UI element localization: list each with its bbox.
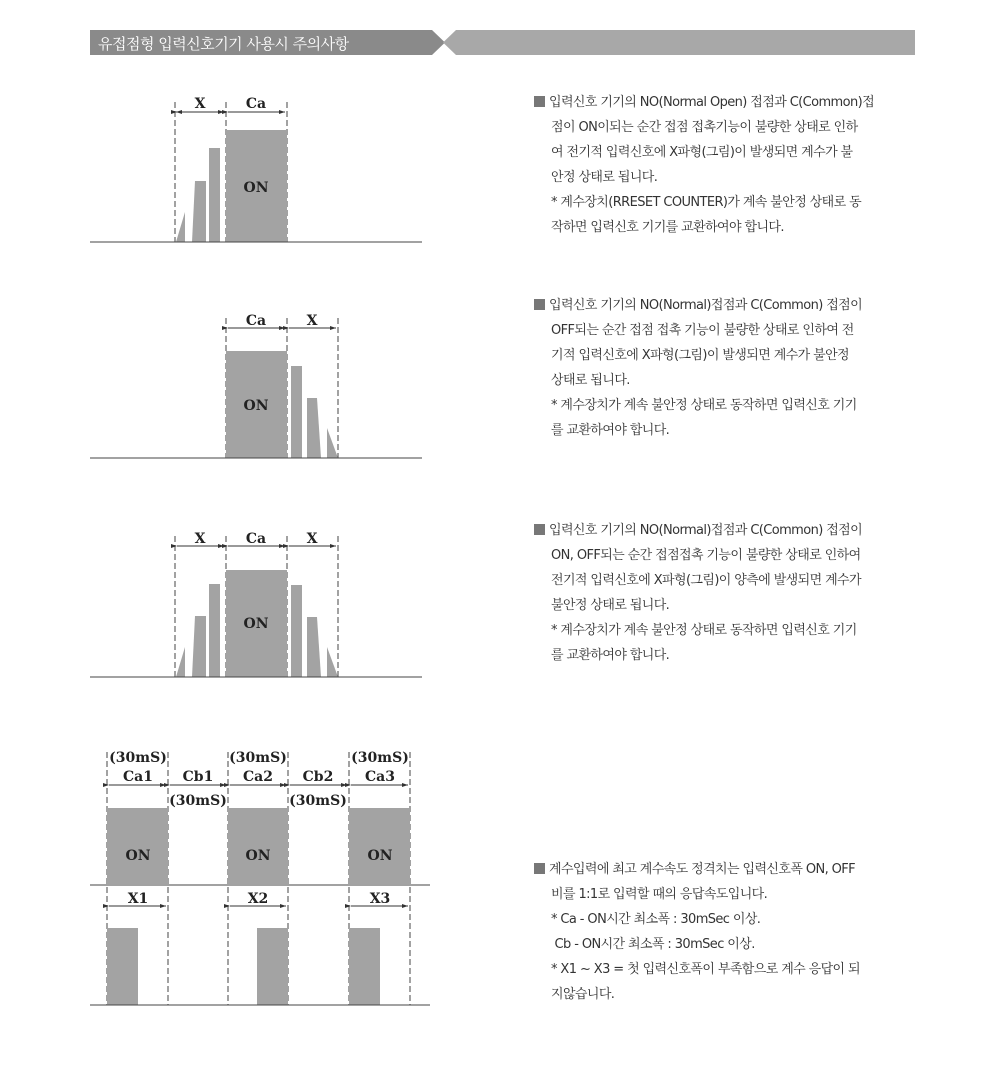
note-line: 를 교환하여야 합니다. [551,423,670,438]
label-30ms: (30mS) [109,750,167,766]
label-30ms: (30mS) [289,793,347,809]
note-line: Cb - ON시간 최소폭 : 30mSec 이상. [551,937,755,952]
note-line: * Ca - ON시간 최소폭 : 30mSec 이상. [551,912,761,927]
label-ca3: Ca3 [365,769,395,785]
note-line: 여 전기적 입력신호에 X파형(그림)이 발생되면 계수가 불 [551,145,853,160]
note-line: 지않습니다. [551,987,615,1002]
note-timing [534,857,924,1007]
note-on-bounce [534,90,924,240]
section-title: 유접점형 입력신호기기 사용시 주의사항 [98,35,349,53]
note-line: 상태로 됩니다. [551,373,630,388]
label-x: X [306,531,318,547]
label-x: X [306,313,318,329]
label-x3: X3 [369,891,391,907]
label-30ms: (30mS) [351,750,409,766]
label-30ms: (30mS) [169,793,227,809]
note-line: 입력신호 기기의 NO(Normal)접점과 C(Common) 접점이 [549,523,863,538]
note-line: 를 교환하여야 합니다. [551,648,670,663]
note-line: 비를 1:1로 입력할 때의 응답속도입니다. [551,887,768,902]
note-line: 입력신호 기기의 NO(Normal Open) 접점과 C(Common)접 [549,95,875,110]
label-x1: X1 [127,891,149,907]
note-line: * X1 ~ X3 = 첫 입력신호폭이 부족함으로 계수 응답이 되 [551,962,861,977]
note-line: * 계수장치(RRESET COUNTER)가 계속 불안정 상태로 동 [551,195,862,210]
note-line: 전기적 입력신호에 X파형(그림)이 양측에 발생되면 계수가 [551,573,861,588]
label-cb2: Cb2 [302,769,334,785]
note-line: 안정 상태로 됩니다. [551,170,658,185]
square-bullet-icon [534,96,545,107]
note-line: 계수입력에 최고 계수속도 정격치는 입력신호폭 ON, OFF [549,862,856,877]
note-line: * 계수장치가 계속 불안정 상태로 동작하면 입력신호 기기 [551,398,857,413]
note-line: 점이 ON이되는 순간 접점 접촉기능이 불량한 상태로 인하 [551,120,858,135]
label-30ms: (30mS) [229,750,287,766]
label-ca: Ca [245,531,267,547]
label-on: ON [367,848,393,864]
label-x: X [194,96,206,112]
label-on: ON [125,848,151,864]
label-cb1: Cb1 [182,769,214,785]
note-line: ON, OFF되는 순간 접점접촉 기능이 불량한 상태로 인하여 [551,548,861,563]
square-bullet-icon [534,299,545,310]
label-on: ON [245,848,271,864]
note-line: 기적 입력신호에 X파형(그림)이 발생되면 계수가 불안정 [551,348,849,363]
note-line: OFF되는 순간 접점 접촉 기능이 불량한 상태로 인하여 전 [551,323,854,338]
note-line: 불안정 상태로 됩니다. [551,598,670,613]
label-x2: X2 [247,891,269,907]
square-bullet-icon [534,863,545,874]
label-ca1: Ca1 [123,769,153,785]
note-line: 입력신호 기기의 NO(Normal)접점과 C(Common) 접점이 [549,298,863,313]
note-line: 작하면 입력신호 기기를 교환하여야 합니다. [551,220,784,235]
label-on: ON [243,180,269,196]
note-line: * 계수장치가 계속 불안정 상태로 동작하면 입력신호 기기 [551,623,857,638]
note-on-off-bounce [534,518,924,668]
label-on: ON [243,616,269,632]
diagram-on-bounce [176,130,287,242]
label-ca2: Ca2 [243,769,273,785]
label-ca: Ca [245,313,267,329]
label-on: ON [243,398,269,414]
label-x: X [194,531,206,547]
label-ca: Ca [245,96,267,112]
note-off-bounce [534,293,924,443]
square-bullet-icon [534,524,545,535]
